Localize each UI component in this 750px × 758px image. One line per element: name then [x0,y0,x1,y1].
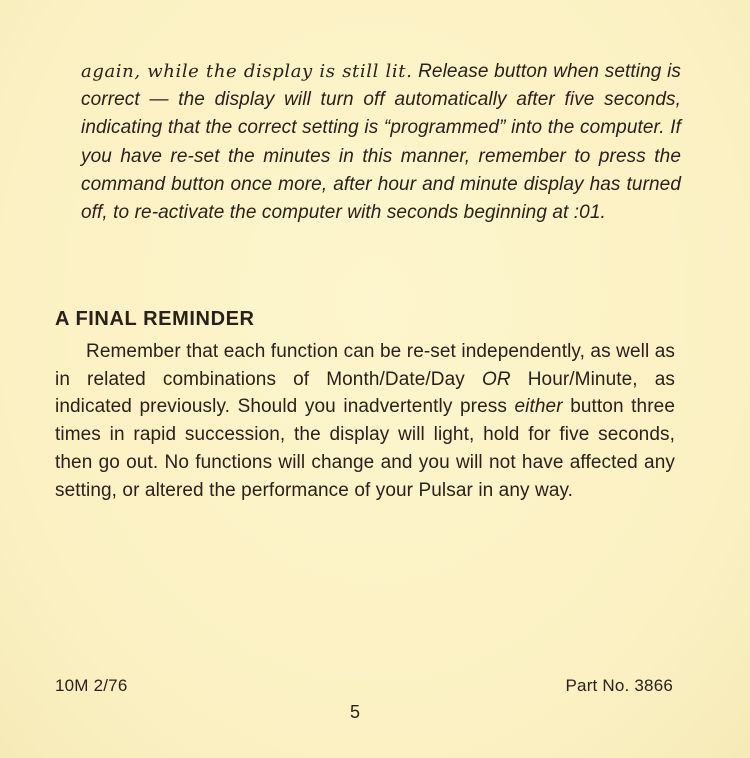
reminder-paragraph [55,338,675,504]
part-number: Part No. 3866 [565,676,673,695]
reminder-emphasis-either: either [514,396,563,418]
reminder-text-1: Remember that each function can be re-set independently, as well as in related combinations of Month/Date/Day [55,341,675,390]
intro-body-text: Release button when setting is correct — the display will turn off automatically after five seconds, indicating that the correct setting is “programmed” into the computer. If you have re-set the minutes in this manner, remember to press the command button once more, after hour and minute display has turned off, to re-activate the computer with seconds beginning at :01. [81,61,682,224]
section-heading: A FINAL REMINDER [55,308,255,330]
intro-paragraph [81,58,681,227]
intro-lead-text: again, while the display is still lit. [81,61,413,82]
print-code: 10M 2/76 [55,676,128,695]
page-number: 5 [350,702,361,722]
reminder-text-3: button three times in rapid succession, the display will light, hold for five seconds, then go out. No functions will change and you will not have affected any setting, or altered the performance of your Pulsar in any way. [55,396,675,501]
reminder-emphasis-or: OR [481,368,511,390]
reminder-text-2: Hour/Minute, as indicated previously. Should you inadvertently press [55,368,676,418]
